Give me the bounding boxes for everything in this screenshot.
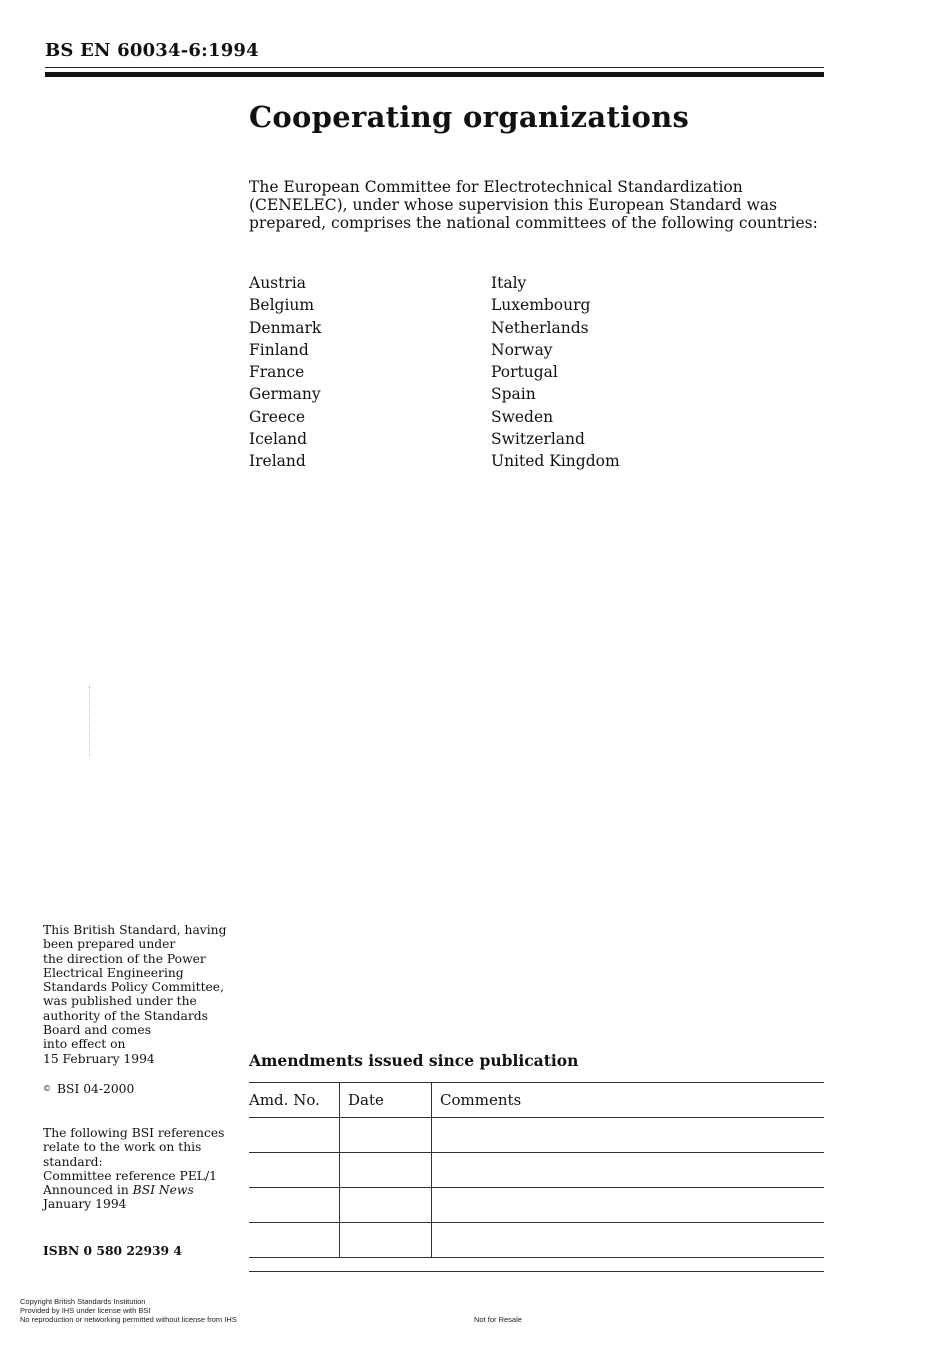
country-name: Greece — [249, 407, 305, 426]
statement-line: This British Standard, having — [43, 923, 227, 937]
table-cell — [249, 1118, 340, 1153]
copyright-text: BSI 04-2000 — [57, 1082, 135, 1096]
announced-line: Announced in BSI News — [43, 1183, 194, 1198]
country-column-right — [491, 272, 620, 473]
country-name: Iceland — [249, 430, 308, 449]
table-cell — [249, 1188, 340, 1223]
country-name: Germany — [249, 385, 321, 404]
amendments-title: Amendments issued since publication — [249, 1051, 579, 1070]
page-title: Cooperating organizations — [249, 100, 690, 134]
footer-line: No reproduction or networking permitted without license from IHS — [20, 1315, 237, 1324]
copyright-notice — [43, 1082, 233, 1096]
document-reference: BS EN 60034-6:1994 — [45, 40, 259, 61]
footer-copyright — [20, 1297, 237, 1324]
country-name: Denmark — [249, 318, 322, 337]
country-name: Italy — [491, 274, 527, 292]
country-column-left — [249, 272, 321, 473]
country-name: Ireland — [249, 452, 306, 471]
statement-line: Board and comes — [43, 1023, 152, 1038]
header-thin-rule — [45, 67, 824, 68]
country-name: Austria — [249, 274, 306, 292]
country-name: Belgium — [249, 296, 315, 315]
statement-line: Standards Policy Committee, — [43, 980, 224, 995]
country-name: Luxembourg — [491, 296, 591, 315]
table-row — [249, 1153, 824, 1188]
statement-line: was published under the — [43, 994, 197, 1009]
amendments-header-row — [249, 1083, 824, 1118]
footer-line: Copyright British Standards Institution — [20, 1297, 146, 1306]
country-name: Sweden — [491, 407, 554, 426]
table-row — [249, 1118, 824, 1153]
footer-not-for-resale: Not for Resale — [474, 1315, 522, 1324]
country-name: Finland — [249, 340, 309, 359]
statement-line: authority of the Standards — [43, 1008, 208, 1023]
publication-name: BSI News — [132, 1183, 194, 1198]
reference-line: relate to the work on this — [43, 1140, 202, 1155]
country-name: Norway — [491, 340, 553, 359]
intro-paragraph: The European Committee for Electrotechnical Standardization (CENELEC), under whose supervision this European Standard was prepared, comprises the national committees of the following countries: — [249, 178, 818, 232]
statement-line: the direction of the Power — [43, 951, 206, 966]
statement-line: Electrical Engineering — [43, 965, 184, 980]
table-cell — [340, 1118, 432, 1153]
margin-marks — [89, 686, 92, 756]
table-cell — [249, 1153, 340, 1188]
copyright-symbol: © — [43, 1084, 51, 1093]
amendments-table — [249, 1082, 824, 1258]
column-header-amd-no: Amd. No. — [249, 1083, 340, 1118]
country-name: United Kingdom — [491, 452, 620, 471]
table-row — [249, 1223, 824, 1258]
table-cell — [432, 1188, 825, 1223]
table-cell — [340, 1223, 432, 1258]
country-name: Portugal — [491, 363, 558, 382]
reference-line: standard: — [43, 1154, 103, 1169]
table-cell — [249, 1223, 340, 1258]
table-cell — [340, 1153, 432, 1188]
statement-line: into effect on — [43, 1037, 126, 1052]
table-cell — [432, 1223, 825, 1258]
bsi-references — [43, 1126, 233, 1212]
country-name: France — [249, 363, 305, 382]
announced-date: January 1994 — [43, 1197, 127, 1212]
header-thick-rule — [45, 72, 824, 77]
column-header-date: Date — [340, 1083, 432, 1118]
table-cell — [432, 1118, 825, 1153]
standard-statement — [43, 923, 233, 1066]
column-header-comments: Comments — [432, 1083, 825, 1118]
isbn: ISBN 0 580 22939 4 — [43, 1243, 182, 1258]
reference-line: Committee reference PEL/1 — [43, 1168, 217, 1183]
country-name: Switzerland — [491, 430, 585, 449]
footer-line: Provided by IHS under license with BSI — [20, 1306, 151, 1315]
country-name: Spain — [491, 385, 536, 404]
table-cell — [340, 1188, 432, 1223]
country-name: Netherlands — [491, 318, 589, 337]
statement-line: been prepared under — [43, 937, 176, 952]
table-cell — [432, 1153, 825, 1188]
bottom-rule — [249, 1271, 824, 1272]
reference-line: The following BSI references — [43, 1126, 225, 1140]
statement-line: 15 February 1994 — [43, 1051, 155, 1066]
table-row — [249, 1188, 824, 1223]
